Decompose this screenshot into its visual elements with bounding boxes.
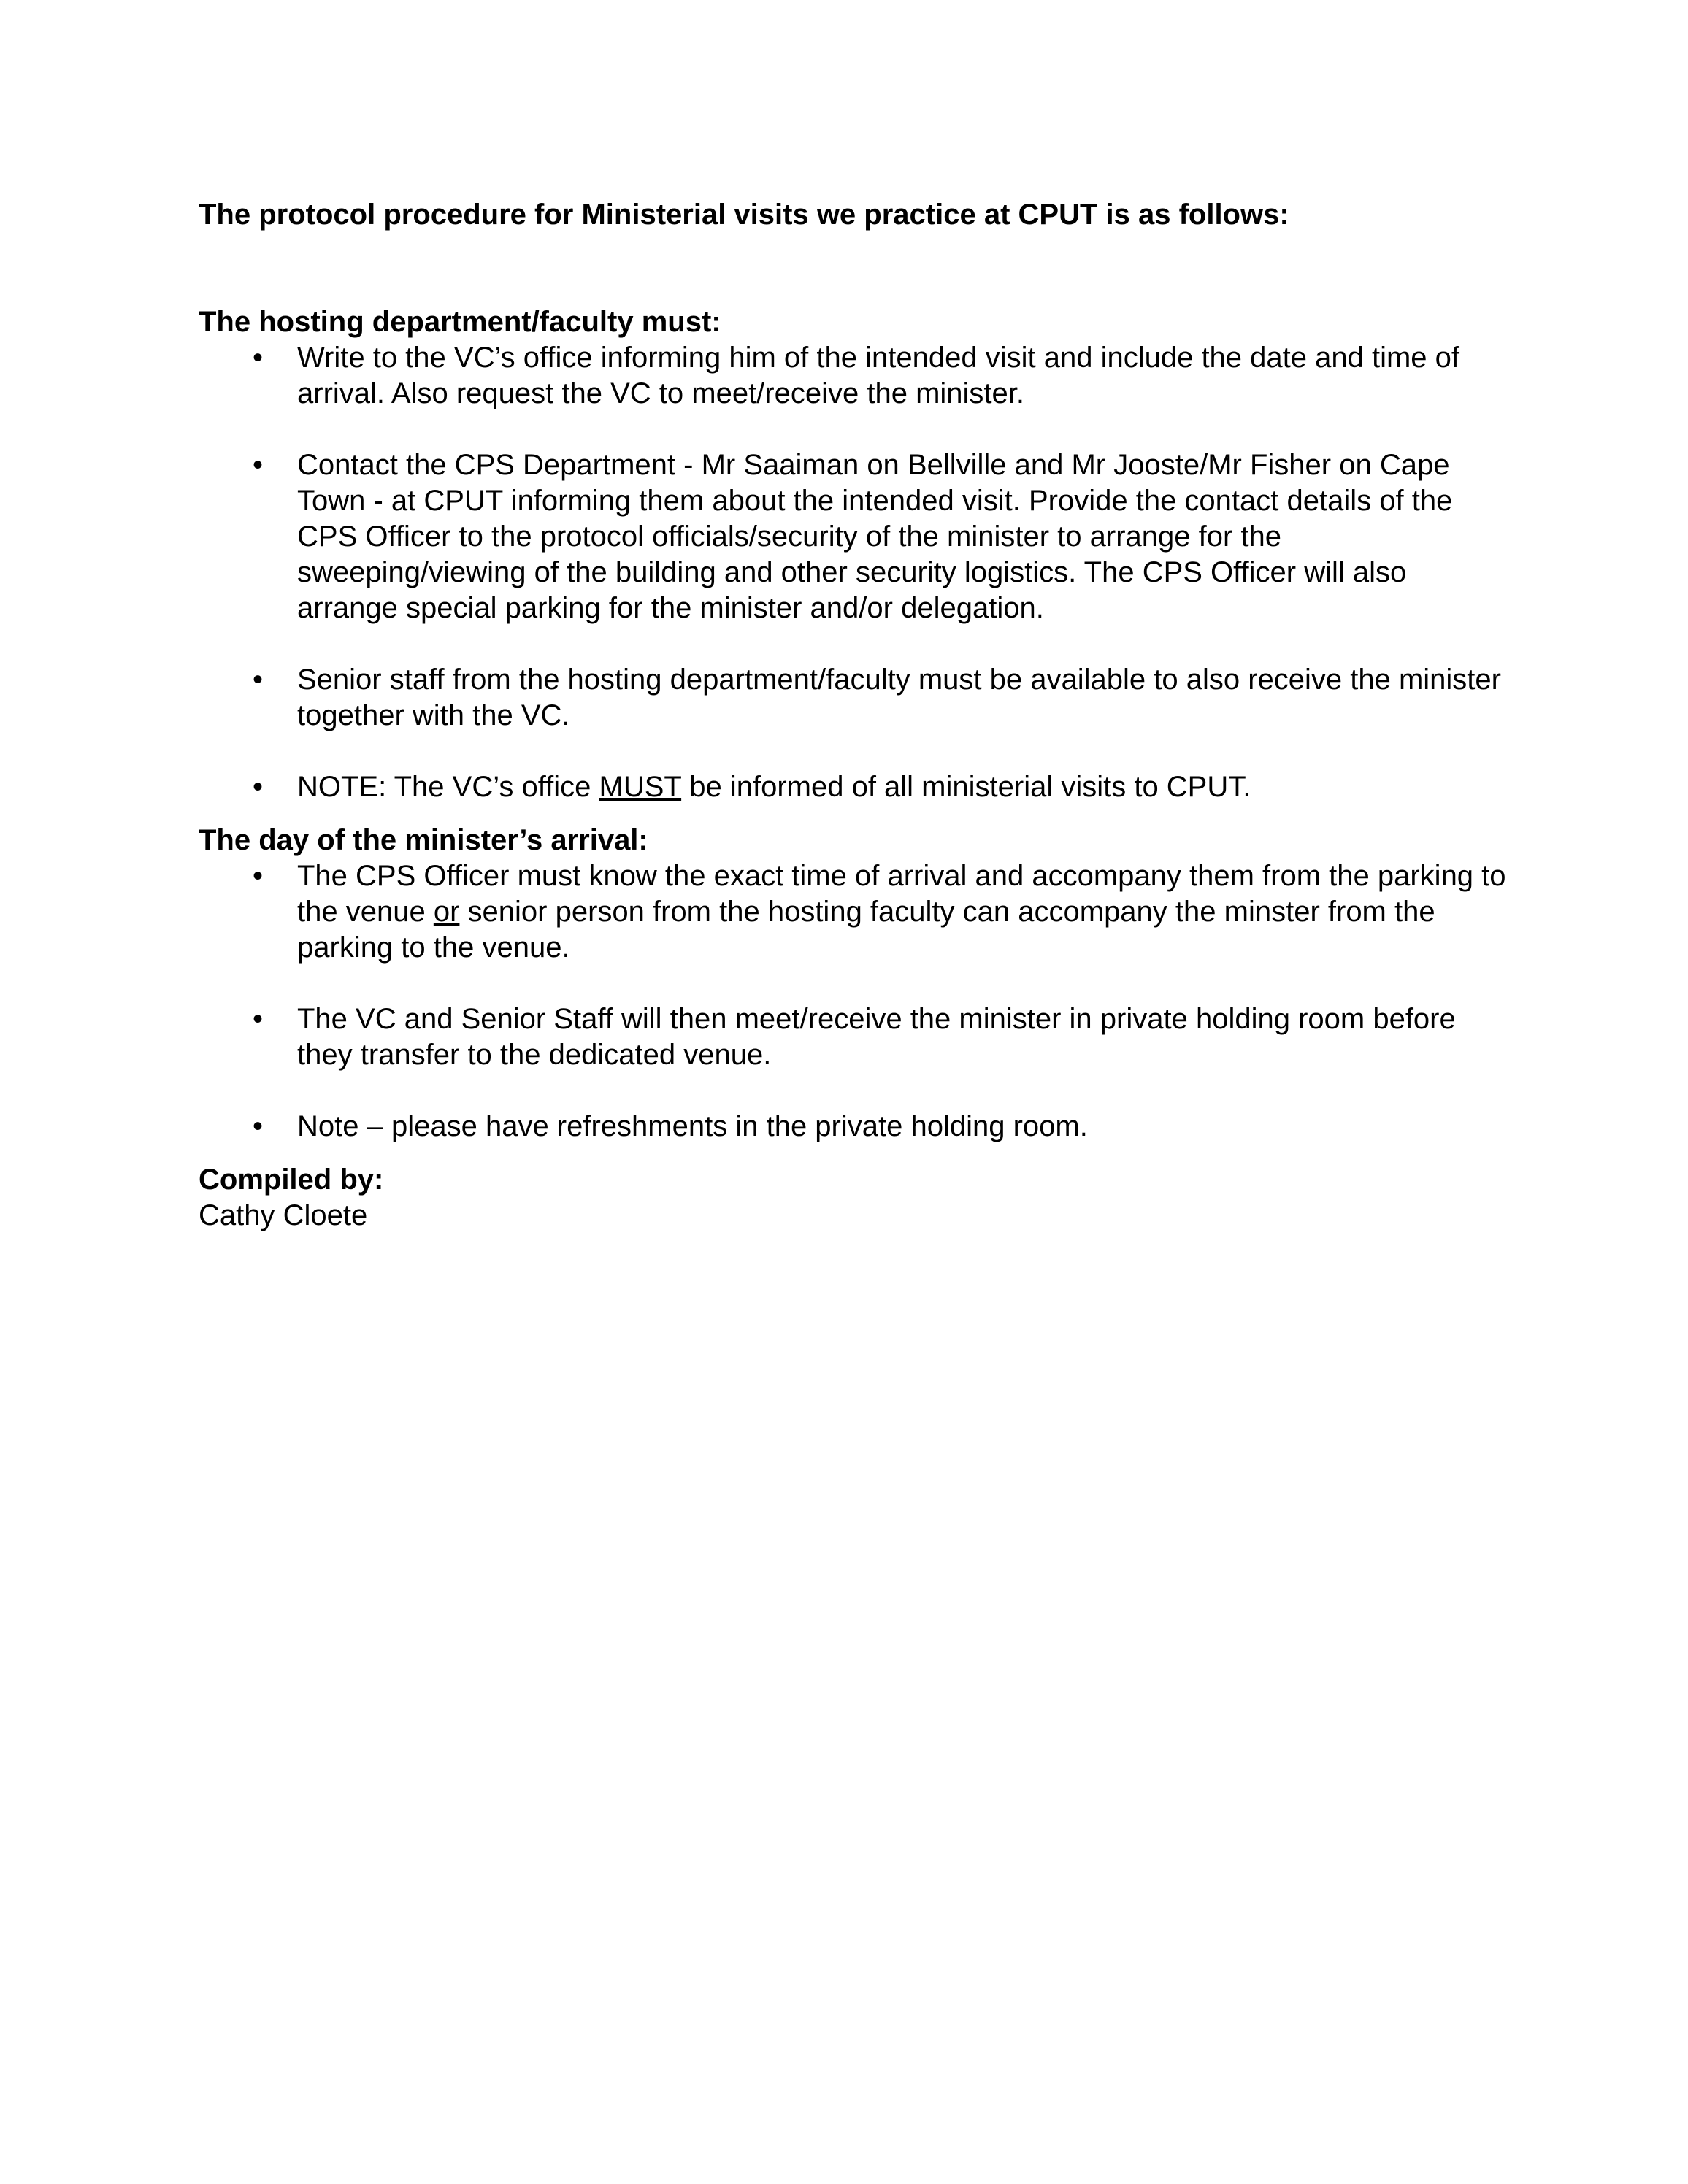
hosting-department-list [199, 340, 1513, 805]
item-text-after: senior person from the hosting faculty can accompany the minster from the parking to the venue. [297, 896, 1435, 964]
note-text-before: NOTE: The VC’s office [297, 771, 599, 803]
list-item [199, 662, 1513, 734]
arrival-day-list [199, 858, 1513, 1145]
note-text-after: be informed of all ministerial visits to CPUT. [681, 771, 1251, 803]
list-item [199, 769, 1513, 805]
bullet-icon: • [252, 664, 263, 696]
list-item-text: The VC and Senior Staff will then meet/receive the minister in private holding room before they transfer to the dedicated venue. [297, 1003, 1456, 1071]
compiled-by-name: Cathy Cloete [199, 1199, 368, 1231]
list-item [199, 340, 1513, 412]
emphasis-must: MUST [599, 771, 682, 803]
item-text-before: The CPS Officer must know the exact time of arrival and accompany them from the parking to the venue [297, 860, 1506, 928]
bullet-icon: • [252, 1110, 263, 1142]
bullet-icon: • [252, 1003, 263, 1035]
bullet-icon: • [252, 342, 263, 374]
list-item-text [297, 860, 1506, 964]
list-item [199, 447, 1513, 626]
bullet-icon: • [252, 771, 263, 803]
list-item-text: Write to the VC’s office informing him of the intended visit and include the date and time of arrival. Also request the VC to meet/receive the minister. [297, 342, 1460, 410]
list-item [199, 1001, 1513, 1073]
bullet-icon: • [252, 860, 263, 892]
section-heading-arrival-day: The day of the minister’s arrival: [199, 824, 648, 856]
list-item-text: Note – please have refreshments in the private holding room. [297, 1110, 1088, 1142]
section-heading-hosting-department: The hosting department/faculty must: [199, 306, 721, 338]
compiled-by-label: Compiled by: [199, 1164, 384, 1196]
document-body [199, 197, 1513, 1234]
list-item-text: Senior staff from the hosting department/faculty must be available to also receive the minister together with the VC. [297, 664, 1501, 731]
list-item-text [297, 771, 1251, 803]
document-title: The protocol procedure for Ministerial visits we practice at CPUT is as follows: [199, 199, 1289, 231]
list-item-text: Contact the CPS Department - Mr Saaiman on Bellville and Mr Jooste/Mr Fisher on Cape Town - at CPUT informing them about the intended visit. Provide the contact details of the CPS Officer to the protocol officials/security of the minister to arrange for the sweeping/viewing of the building and other security logistics. The CPS Officer will also arrange special parking for the minister and/or delegation. [297, 449, 1453, 624]
list-item [199, 858, 1513, 966]
bullet-icon: • [252, 449, 263, 481]
emphasis-or: or [433, 896, 460, 928]
list-item [199, 1109, 1513, 1145]
